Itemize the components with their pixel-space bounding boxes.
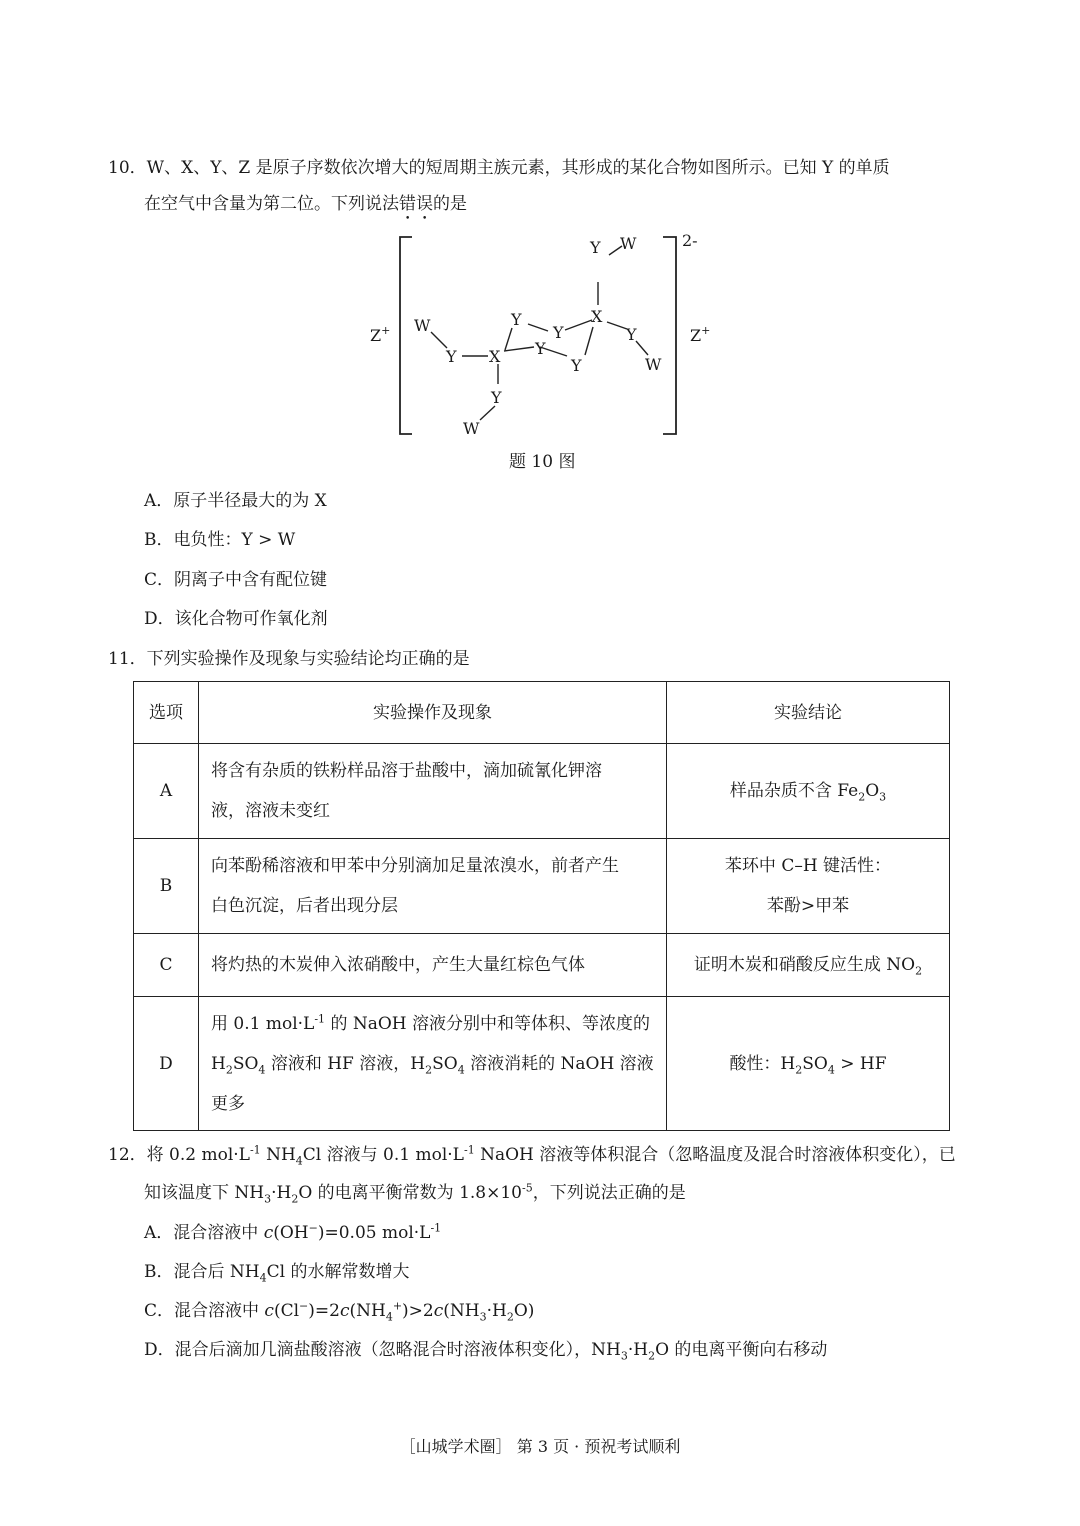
conclusion-line: 苯环中 C–H 键活性： [724,856,892,876]
row-option-label: C [134,934,199,997]
atom-y-right: Y [626,325,637,344]
q12-option-c: C．混合溶液中 $c(Cl^-)=2c(NH_4^+)>2c(NH_3\cdot H_2O)$ [144,1299,535,1324]
header-operation: 实验操作及现象 [199,682,667,744]
row-operation [199,839,667,934]
conclusion-line: 苯酚>甲苯 [766,896,850,916]
operation-line: 液，溶液未变红 [211,801,330,821]
atom-w-bottom: W [463,419,480,438]
row-option-label: D [134,997,199,1131]
atom-y-mid: Y [553,323,564,342]
row-operation: 将灼热的木炭伸入浓硝酸中，产生大量红棕色气体 [199,934,667,997]
q10-option-b: B．电负性：Y > W [144,530,296,550]
row-option-label: A [134,744,199,839]
table-row [134,997,950,1131]
anion-charge: 2- [682,231,698,250]
operation-line: 用 0.1 $mol\cdot L^{-1}$ 的 NaOH 溶液分别中和等体积、等浓度的 [211,1011,651,1034]
row-conclusion [667,839,950,934]
q10-stem-part-b: 的是 [433,194,467,214]
operation-line: 更多 [211,1093,245,1114]
atom-x-right: X [591,307,603,326]
q12-option-b: B．混合后 $NH_4Cl$ 的水解常数增大 [144,1262,410,1285]
q12-option-d: D．混合后滴加几滴盐酸溶液（忽略混合时溶液体积变化），$NH_3\cdot H_2O$ 的电离平衡向右移动 [144,1340,828,1363]
row-conclusion: 样品杂质不含 $Fe_2O_3$ [667,744,950,839]
atom-y-bottom: Y [491,388,502,407]
q12-stem-line1: 12．将 0.2 $mol\cdot L^{-1}$ $NH_4Cl$ 溶液与 0.1 $mol\cdot L^{-1}$ NaOH 溶液等体积混合（忽略温度及混合时溶液体积变化），已 [108,1143,956,1168]
cation-left: Z+ [370,324,391,345]
row-option-label: B [134,839,199,934]
row-conclusion: 酸性：$H_2SO_4$ > HF [667,997,950,1131]
atom-w-right: W [645,355,662,374]
atom-y-upper-bridge: Y [511,310,522,329]
table-row [134,744,950,839]
atom-w-top: W [620,234,637,253]
atom-y-center: Y [535,339,546,358]
bond-lines [431,246,648,420]
row-conclusion: 证明木炭和硝酸反应生成 $NO_2$ [667,934,950,997]
cation-right: Z+ [690,324,711,345]
operation-line: 将含有杂质的铁粉样品溶于盐酸中，滴加硫氰化钾溶 [211,761,602,781]
q10-option-a: A．原子半径最大的为 X [144,491,327,511]
q10-structure-figure [360,228,720,443]
page-footer: ［山城学术圈］ 第 3 页 · 预祝考试顺利 [399,1437,681,1456]
q12-stem-line2: 知该温度下 $NH_3\cdot H_2O$ 的电离平衡常数为 $1.8\times 10^{-5}$，下列说法正确的是 [144,1181,686,1206]
atom-x-left: X [489,347,501,366]
q11-stem: 11．下列实验操作及现象与实验结论均正确的是 [108,649,470,669]
row-operation [199,744,667,839]
q10-figure-caption: 题 10 图 [509,452,576,472]
atom-y-left: Y [446,347,457,366]
operation-line: 向苯酚稀溶液和甲苯中分别滴加足量浓溴水，前者产生 [211,856,619,876]
table-header-row [134,682,950,744]
table-row [134,839,950,934]
header-conclusion: 实验结论 [667,682,950,744]
atom-y-top: Y [590,238,601,257]
operation-line: 白色沉淀，后者出现分层 [211,896,398,916]
atom-w-left: W [414,316,431,335]
row-operation [199,997,667,1131]
q10-stem-line1: 10．W、X、Y、Z 是原子序数依次增大的短周期主族元素，其形成的某化合物如图所示。已知 Y 的单质 [108,158,890,178]
q10-stem-emphasis: 错误 [399,194,433,214]
q10-option-c: C．阴离子中含有配位键 [144,570,328,590]
q10-stem-line2 [144,192,467,224]
header-option: 选项 [134,682,199,744]
q12-option-a: A．混合溶液中 c(OH−)=0.05 $mol\cdot L^{-1}$ [144,1221,442,1243]
atom-y-lower: Y [571,356,582,375]
q10-stem-part-a: 在空气中含量为第二位。下列说法 [144,194,399,214]
operation-line: $H_2SO_4$ 溶液和 HF 溶液，$H_2SO_4$ 溶液消耗的 NaOH 溶液 [211,1053,654,1076]
q11-experiment-table [133,681,950,1131]
table-row [134,934,950,997]
q10-option-d: D．该化合物可作氧化剂 [144,609,328,629]
